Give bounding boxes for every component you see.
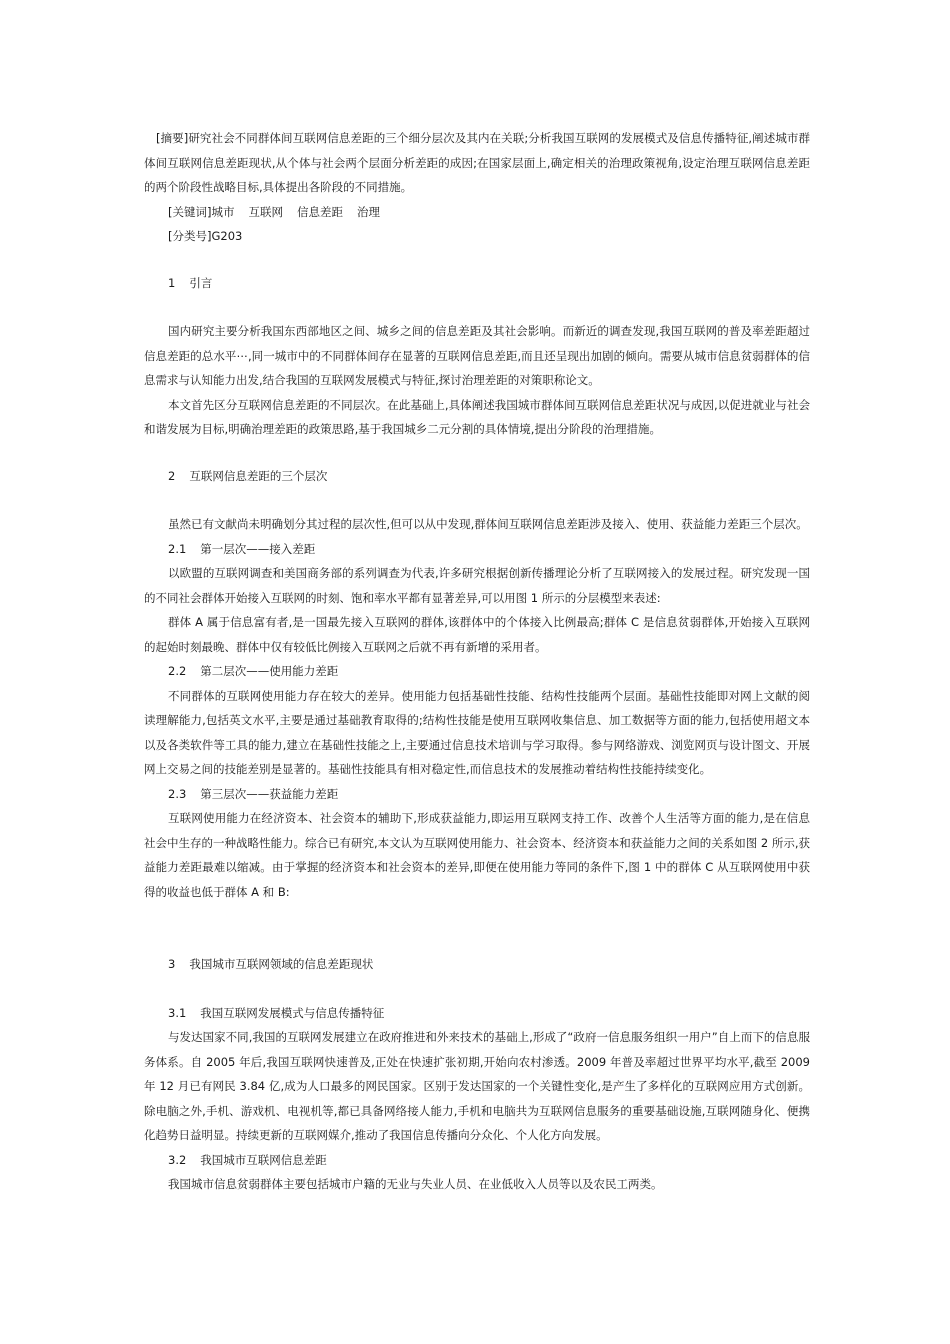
subsection-number: 3.1 bbox=[168, 1005, 187, 1020]
subsection-title: 第一层次——接入差距 bbox=[200, 541, 316, 556]
section-heading-2 bbox=[144, 464, 810, 489]
subsection-title: 我国城市互联网信息差距 bbox=[200, 1152, 327, 1167]
section-number: 3 bbox=[168, 957, 176, 971]
section-number: 1 bbox=[168, 275, 176, 290]
subsection-number: 2.2 bbox=[168, 664, 187, 678]
subsection-title: 我国互联网发展模式与信息传播特征 bbox=[200, 1005, 385, 1020]
paragraph: 我国城市信息贫弱群体主要包括城市户籍的无业与失业人员、在业低收入人员等以及农民工两类。 bbox=[168, 1177, 663, 1191]
section-heading-3 bbox=[144, 952, 810, 977]
abstract: [摘要]研究社会不同群体间互联网信息差距的三个细分层次及其内在关联;分析我国互联网的发展模式及信息传播特征,阐述城市群体间互联网信息差距现状,从个体与社会两个层面分析差距的成因;在国家层面上,确定相关的治理政策视角,设定治理互联网信息差距的两个阶段性战略目标,具体提出各阶段的不同措施。 bbox=[144, 131, 810, 194]
paragraph: 本文首先区分互联网信息差距的不同层次。在此基础上,具体阐述我国城市群体间互联网信息差距状况与成因,以促进就业与社会和谐发展为目标,明确治理差距的政策思路,基于我国城乡二元分割的具体情境,提出分阶段的治理措施。 bbox=[144, 397, 810, 436]
paragraph: 群体 A 属于信息富有者,是一国最先接入互联网的群体,该群体中的个体接入比例最高;群体 C 是信息贫弱群体,开始接入互联网的起始时刻最晚、群体中仅有较低比例接入互联网之后就不再有新增的采用者。 bbox=[144, 615, 810, 654]
subsection-number: 3.2 bbox=[168, 1152, 187, 1167]
section-title: 引言 bbox=[189, 275, 213, 290]
subsection-number: 2.3 bbox=[168, 786, 187, 801]
keyword: 城市 bbox=[211, 204, 235, 219]
keywords-label: [关键词] bbox=[168, 204, 212, 219]
keyword: 互联网 bbox=[248, 204, 283, 219]
paragraph: 不同群体的互联网使用能力存在较大的差异。使用能力包括基础性技能、结构性技能两个层面。基础性技能即对网上文献的阅读理解能力,包括英文水平,主要是通过基础教育取得的;结构性技能是使用互联网收集信息、加工数据等方面的能力,包括使用超文本以及各类软件等工具的能力,建立在基础性技能之上,主要通过信息技术培训与学习取得。参与网络游戏、浏览网页与设计图文、开展网上交易之间的技能差别是显著的。基础性技能具有相对稳定性,而信息技术的发展推动着结构性技能持续变化。 bbox=[144, 688, 810, 776]
keyword: 信息差距 bbox=[296, 204, 343, 219]
keyword: 治理 bbox=[356, 204, 380, 219]
classification: [分类号]G203 bbox=[168, 229, 243, 243]
subsection-heading-3-1 bbox=[144, 1001, 810, 1026]
section-title: 我国城市互联网领域的信息差距现状 bbox=[189, 957, 374, 971]
document-page bbox=[144, 126, 810, 1197]
section-number: 2 bbox=[168, 468, 176, 483]
subsection-heading-2-3 bbox=[144, 782, 810, 807]
subsection-heading-2-2 bbox=[144, 659, 810, 684]
paragraph: 互联网使用能力在经济资本、社会资本的辅助下,形成获益能力,即运用互联网支持工作、改善个人生活等方面的能力,是在信息社会中生存的一种战略性能力。综合已有研究,本文认为互联网使用能力、社会资本、经济资本和获益能力之间的关系如图 2 所示,获益能力差距最难以缩减。由于掌握的经济资本和社会资本的差异,即便在使用能力等同的条件下,图 1 中的群体 C 从互联网使用中获得的收益也低于群体 A 和 B: bbox=[144, 811, 810, 899]
subsection-title: 第二层次——使用能力差距 bbox=[200, 664, 339, 678]
section-heading-1 bbox=[144, 271, 810, 296]
subsection-heading-3-2 bbox=[144, 1148, 810, 1173]
paragraph: 以欧盟的互联网调查和美国商务部的系列调查为代表,许多研究根据创新传播理论分析了互联网接入的发展过程。研究发现一国的不同社会群体开始接入互联网的时刻、饱和率水平都有显著差异,可以用图 1 所示的分层模型来表述: bbox=[144, 566, 810, 605]
subsection-title: 第三层次——获益能力差距 bbox=[200, 786, 339, 801]
section-title: 互联网信息差距的三个层次 bbox=[189, 468, 328, 483]
keywords bbox=[144, 200, 810, 225]
paragraph: 与发达国家不同,我国的互联网发展建立在政府推进和外来技术的基础上,形成了“政府一信息服务组织一用户”自上而下的信息服务体系。自 2005 年后,我国互联网快速普及,正处在快速扩张初期,开始向农村渗透。2009 年普及率超过世界平均水平,截至 2009 年 12 月已有网民 3.84 亿,成为人口最多的网民国家。区别于发达国家的一个关键性变化,是产生了多样化的互联网应用方式创新。除电脑之外,手机、游戏机、电视机等,都已具备网络接人能力,手机和电脑共为互联网信息服务的重要基础设施,互联网随身化、便携化趋势日益明显。持续更新的互联网媒介,推动了我国信息传播向分众化、个人化方向发展。 bbox=[144, 1030, 810, 1142]
subsection-number: 2.1 bbox=[168, 541, 187, 556]
paragraph: 虽然已有文献尚未明确划分其过程的层次性,但可以从中发现,群体间互联网信息差距涉及接入、使用、获益能力差距三个层次。 bbox=[168, 517, 808, 531]
paragraph: 国内研究主要分析我国东西部地区之间、城乡之间的信息差距及其社会影响。而新近的调查发现,我国互联网的普及率差距超过信息差距的总水平⋯,同一城市中的不同群体间存在显著的互联网信息差距,而且还呈现出加剧的倾向。需要从城市信息贫弱群体的信息需求与认知能力出发,结合我国的互联网发展模式与特征,探讨治理差距的对策职称论文。 bbox=[144, 324, 810, 387]
subsection-heading-2-1 bbox=[144, 537, 810, 562]
